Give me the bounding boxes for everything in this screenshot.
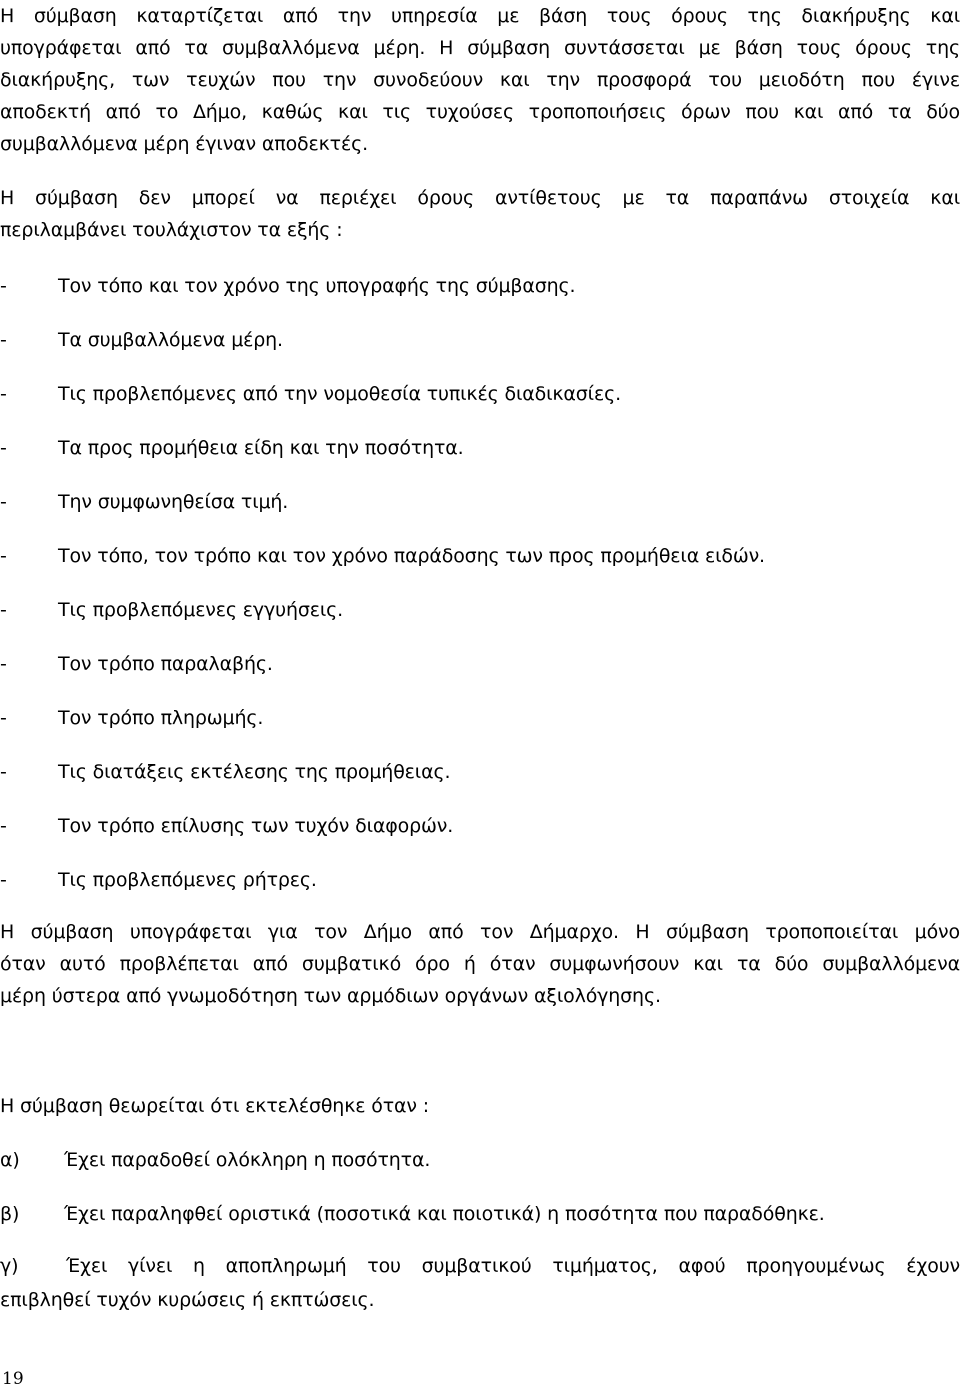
list-dash: - [0,383,7,405]
paragraph-2-line-1: Η σύμβαση δεν μπορεί να περιέχει όρους αντίθετους με τα παραπάνω στοιχεία και [0,187,960,209]
list-item-text: Τα προς προμήθεια είδη και την ποσότητα. [58,437,464,459]
condition-text-line-2: επιβληθεί τυχόν κυρώσεις ή εκπτώσεις. [0,1289,375,1311]
list-dash: - [0,869,7,891]
condition-marker: γ) [0,1255,19,1277]
list-dash: - [0,815,7,837]
list-dash: - [0,599,7,621]
list-item-text: Τις προβλεπόμενες εγγυήσεις. [58,599,344,621]
paragraph-3-line-3: μέρη ύστερα από γνωμοδότηση των αρμόδιων οργάνων αξιολόγησης. [0,985,661,1007]
condition-text: Έχει παραδοθεί ολόκληρη η ποσότητα. [64,1149,431,1171]
paragraph-2-line-2: περιλαμβάνει τουλάχιστον τα εξής : [0,219,343,241]
paragraph-1-line-2: υπογράφεται από τα συμβαλλόμενα μέρη. Η σύμβαση συντάσσεται με βάση τους όρους της [0,37,960,59]
paragraph-1-line-1: Η σύμβαση καταρτίζεται από την υπηρεσία με βάση τους όρους της διακήρυξης και [0,5,960,27]
list-item-text: Τα συμβαλλόμενα μέρη. [58,329,283,351]
list-item-text: Τις διατάξεις εκτέλεσης της προμήθειας. [58,761,451,783]
list-item-text: Τον τόπο, τον τρόπο και τον χρόνο παράδοσης των προς προμήθεια ειδών. [58,545,765,567]
paragraph-1-line-4: αποδεκτή από το Δήμο, καθώς και τις τυχούσες τροποποιήσεις όρων που και από τα δύο [0,101,960,123]
list-dash: - [0,653,7,675]
paragraph-1-line-5: συμβαλλόμενα μέρη έγιναν αποδεκτές. [0,133,368,155]
condition-text-line-1: Έχει γίνει η αποπληρωμή του συμβατικού τιμήματος, αφού προηγουμένως έχουν [66,1255,960,1277]
list-dash: - [0,545,7,567]
paragraph-3-line-2: όταν αυτό προβλέπεται από συμβατικό όρο ή όταν συμφωνήσουν και τα δύο συμβαλλόμενα [0,953,960,975]
list-dash: - [0,437,7,459]
condition-marker: α) [0,1149,20,1171]
list-item-text: Τις προβλεπόμενες ρήτρες. [58,869,317,891]
list-item-text: Τον τόπο και τον χρόνο της υπογραφής της σύμβασης. [58,275,576,297]
list-item-text: Τον τρόπο επίλυσης των τυχόν διαφορών. [58,815,454,837]
condition-marker: β) [0,1203,20,1225]
list-item-text: Τον τρόπο παραλαβής. [58,653,273,675]
list-item-text: Την συμφωνηθείσα τιμή. [58,491,289,513]
paragraph-4: Η σύμβαση θεωρείται ότι εκτελέσθηκε όταν : [0,1095,430,1117]
list-dash: - [0,329,7,351]
list-dash: - [0,491,7,513]
list-dash: - [0,761,7,783]
paragraph-1-line-3: διακήρυξης, των τευχών που την συνοδεύουν και την προσφορά του μειοδότη που έγινε [0,69,960,91]
list-item-text: Τον τρόπο πληρωμής. [58,707,264,729]
paragraph-3-line-1: Η σύμβαση υπογράφεται για τον Δήμο από τον Δήμαρχο. Η σύμβαση τροποποιείται μόνο [0,921,960,943]
list-item-text: Τις προβλεπόμενες από την νομοθεσία τυπικές διαδικασίες. [58,383,621,405]
condition-text: Έχει παραληφθεί οριστικά (ποσοτικά και ποιοτικά) η ποσότητα που παραδόθηκε. [64,1203,825,1225]
page-number: 19 [2,1369,24,1389]
list-dash: - [0,707,7,729]
list-dash: - [0,275,7,297]
